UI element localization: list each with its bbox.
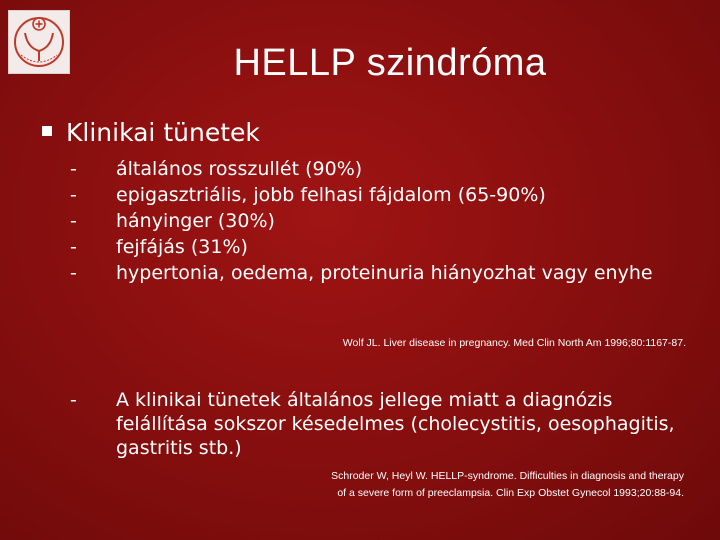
list-item: [70, 182, 710, 208]
reference-citation: [200, 468, 684, 502]
list-marker: -: [70, 236, 77, 258]
list-item-text: hányinger (30%): [116, 210, 275, 232]
list-item: [70, 156, 710, 182]
list-item: [70, 234, 710, 260]
list-marker: -: [70, 262, 77, 284]
list-marker: -: [70, 210, 77, 232]
list-item-text: fejfájás (31%): [116, 236, 248, 258]
list-marker: -: [70, 389, 77, 411]
slide-title: HELLP szindróma: [233, 42, 547, 84]
list-item: [70, 208, 710, 234]
square-bullet-icon: [42, 126, 52, 136]
list-marker: -: [70, 184, 77, 206]
list-item-text: epigasztriális, jobb felhasi fájdalom (65-90%): [116, 184, 546, 206]
list-item-text: hypertonia, oedema, proteinuria hiányozhat vagy enyhe: [116, 262, 653, 284]
reference-line: of a severe form of preeclampsia. Clin Exp Obstet Gynecol 1993;20:88-94.: [337, 487, 684, 499]
symptom-list: [70, 156, 710, 286]
reference-line: Schroder W, Heyl W. HELLP-syndrome. Difficulties in diagnosis and therapy: [331, 470, 684, 482]
reference-citation: Wolf JL. Liver disease in pregnancy. Med Clin North Am 1996;80:1167-87.: [342, 337, 686, 349]
list-item-text: általános rosszullét (90%): [116, 158, 363, 180]
list-item: [70, 260, 710, 286]
list-item: [70, 388, 690, 460]
list-marker: -: [70, 158, 77, 180]
section-heading: [42, 118, 260, 147]
section-heading-label: Klinikai tünetek: [66, 118, 260, 147]
list-item-text: A klinikai tünetek általános jellege miatt a diagnózis felállítása sokszor késedelmes (cholecystitis, oesophagitis, gastritis stb.): [116, 389, 675, 459]
note-list: [70, 388, 690, 460]
